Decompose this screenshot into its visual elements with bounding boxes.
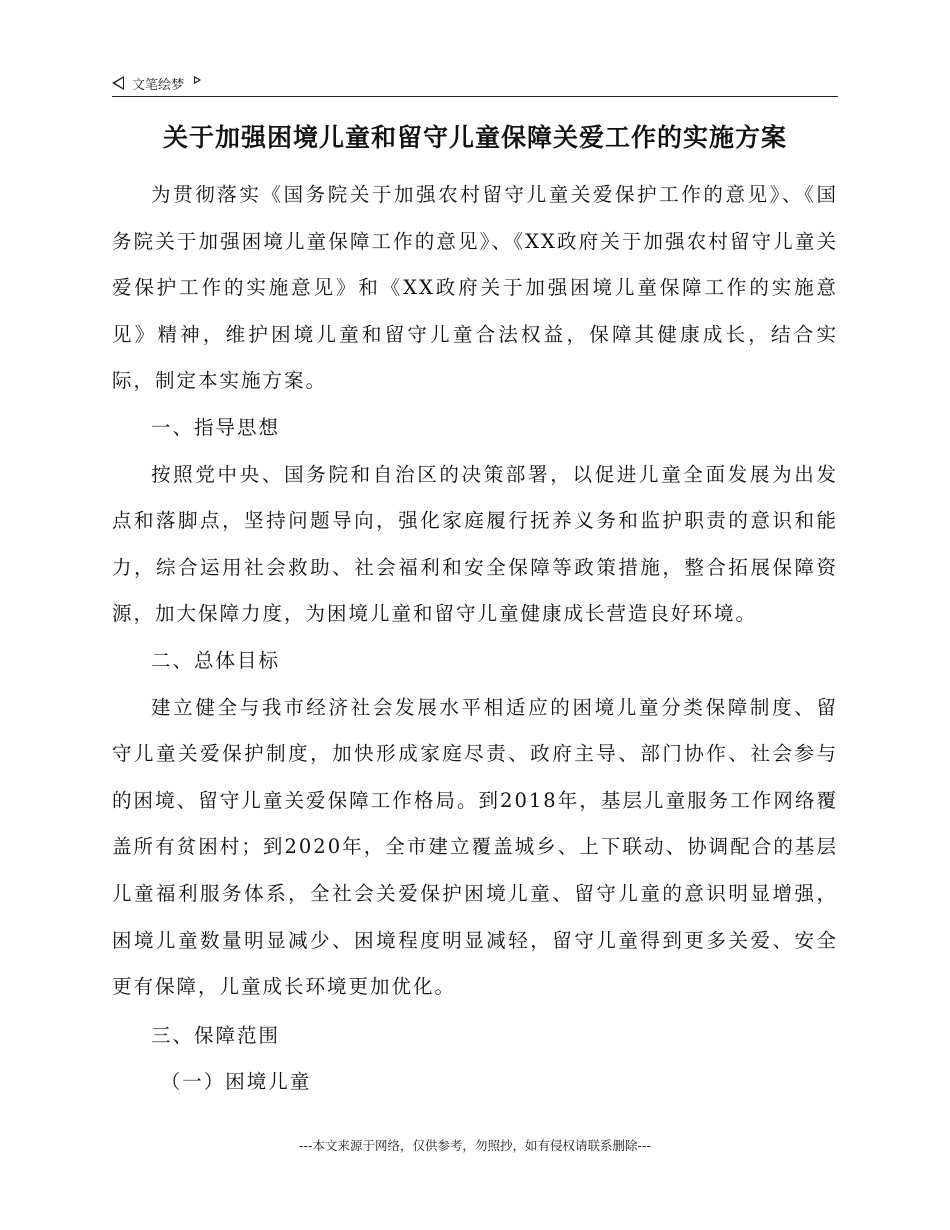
section-heading-overall-goals: 二、总体目标	[151, 648, 281, 672]
body-paragraph: 按照党中央、国务院和自治区的决策部署，以促进儿童全面发展为出发点和落脚点，坚持问题导向，强化家庭履行抚养义务和监护职责的意识和能力，综合运用社会救助、社会福利和安全保障等政策措施，整合拓展保障资源，加大保障力度，为困境儿童和留守儿童健康成长营造良好环境。	[112, 462, 838, 626]
header-brand: 文笔绘梦	[132, 77, 185, 93]
body-paragraph: 建立健全与我市经济社会发展水平相适应的困境儿童分类保障制度、留守儿童关爱保护制度，加快形成家庭尽责、政府主导、部门协作、社会参与的困境、留守儿童关爱保障工作格局。到2018年，基层儿童服务工作网络覆盖所有贫困村；到2020年，全市建立覆盖城乡、上下联动、协调配合的基层儿童福利服务体系，全社会关爱保护困境儿童、留守儿童的意识明显增强，困境儿童数量明显减少、困境程度明显减轻，留守儿童得到更多关爱、安全更有保障，儿童成长环境更加优化。	[112, 695, 838, 999]
intro-paragraph: 为贯彻落实《国务院关于加强农村留守儿童关爱保护工作的意见》、《国务院关于加强困境儿童保障工作的意见》、《XX政府关于加强农村留守儿童关爱保护工作的实施意见》和《XX政府关于加强困境儿童保障工作的实施意见》精神，维护困境儿童和留守儿童合法权益，保障其健康成长，结合实际，制定本实施方案。	[112, 183, 838, 393]
document-body	[112, 172, 838, 1106]
triangle-right-icon	[194, 76, 201, 84]
section-heading-scope: 三、保障范围	[151, 1023, 281, 1047]
triangle-left-icon	[112, 76, 124, 90]
footer-disclaimer: ---本文来源于网络，仅供参考，勿照抄，如有侵权请联系删除---	[298, 1138, 652, 1153]
subsection-heading-children-in-difficulty: （一）困境儿童	[160, 1070, 312, 1094]
page-header	[112, 70, 838, 97]
document-title: 关于加强困境儿童和留守儿童保障关爱工作的实施方案	[162, 123, 787, 152]
section-heading-guiding-ideology: 一、指导思想	[151, 415, 281, 439]
